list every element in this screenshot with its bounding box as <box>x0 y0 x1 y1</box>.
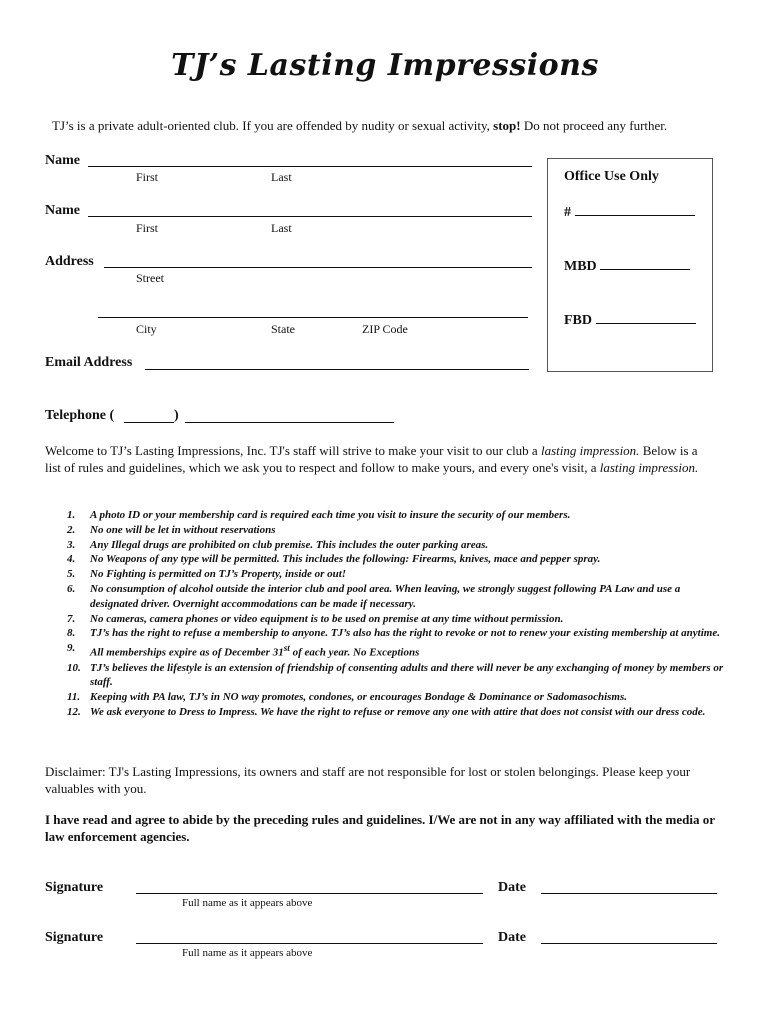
intro-text: TJ’s is a private adult-oriented club. If you are offended by nudity or sexual activity, <box>52 118 494 133</box>
date1-field[interactable] <box>541 893 717 894</box>
rule-text: TJ’s believes the lifestyle is an extension of friendship of consenting adults and there will never be any exchanging of money by members or staff. <box>90 661 724 689</box>
intro-stop: stop! <box>493 118 521 133</box>
rule-text: No Weapons of any type will be permitted. This includes the following: Firearms, knives, mace and pepper spray. <box>90 553 601 566</box>
rule-number: 3. <box>67 538 76 551</box>
intro-text-end: Do not proceed any further. <box>520 118 668 133</box>
office-number-row <box>564 204 695 221</box>
rule-text: TJ’s has the right to refuse a membership to anyone. TJ’s also has the right to revoke or not to renew your existing membership at anytime. <box>90 627 720 640</box>
signature2-label: Signature <box>45 930 104 945</box>
rule-number: 4. <box>67 553 76 566</box>
welcome-italic-1: lasting impression. <box>540 443 640 458</box>
date1-label: Date <box>498 880 526 895</box>
name2-field[interactable] <box>88 216 532 217</box>
address-street-field[interactable] <box>104 267 532 268</box>
rule-text: No Fighting is permitted on TJ’s Property, inside or out! <box>90 568 347 581</box>
rule-item <box>45 641 725 660</box>
rule-item <box>45 582 725 612</box>
name1-last-caption: Last <box>271 170 292 184</box>
address-label: Address <box>45 254 94 269</box>
rule-item <box>45 626 725 641</box>
rule-text: A photo ID or your membership card is required each time you visit to insure the security of our members. <box>90 509 571 521</box>
rule-number: 8. <box>67 627 76 640</box>
rule-item <box>45 508 725 523</box>
rule-item <box>45 538 725 553</box>
rule-item <box>45 567 725 582</box>
office-use-heading: Office Use Only <box>564 169 659 184</box>
welcome-italic-2: lasting impression. <box>599 459 699 475</box>
signature2-note: Full name as it appears above <box>182 947 313 959</box>
rule-number: 12. <box>67 706 81 719</box>
name1-label: Name <box>45 153 80 168</box>
rule-text-before: All memberships expire as of December 31 <box>90 646 284 659</box>
rule-number: 10. <box>67 661 81 674</box>
signature1-label: Signature <box>45 880 104 895</box>
rule-item <box>45 690 725 705</box>
rules-list <box>45 508 725 720</box>
welcome-text-1: Welcome to TJ’s Lasting Impressions, Inc. TJ's staff will strive to make your visit to our club a <box>45 443 541 458</box>
area-code-field[interactable] <box>124 422 174 423</box>
date2-label: Date <box>498 930 526 945</box>
name2-label: Name <box>45 203 80 218</box>
name2-first-caption: First <box>136 221 159 235</box>
rule-number: 6. <box>67 582 76 595</box>
signature1-field[interactable] <box>136 893 483 894</box>
zip-caption: ZIP Code <box>362 322 408 336</box>
rule-number: 5. <box>67 568 76 581</box>
office-fbd-row <box>564 312 696 329</box>
email-field[interactable] <box>145 369 529 370</box>
date2-field[interactable] <box>541 943 717 944</box>
rule-item <box>45 612 725 627</box>
rule-text: No one will be let in without reservations <box>90 523 276 536</box>
office-use-box <box>547 158 713 372</box>
office-mbd-row <box>564 258 690 275</box>
office-mbd-label: MBD <box>564 259 597 274</box>
rule-item <box>45 705 725 720</box>
rule-text-after: of each year. No Exceptions <box>289 646 420 659</box>
disclaimer-text: Disclaimer: TJ's Lasting Impressions, its owners and staff are not responsible for lost or stolen belongings. Please keep your valuables with you. <box>45 764 691 796</box>
name1-field[interactable] <box>88 166 532 167</box>
rule-sup: st <box>283 643 290 654</box>
telephone-paren-close: ) <box>174 408 179 423</box>
intro-notice <box>52 118 667 134</box>
agreement-text: I have read and agree to abide by the preceding rules and guidelines. I/We are not in any way affiliated with the media or law enforcement agencies. <box>45 812 715 844</box>
rule-item <box>45 661 725 691</box>
welcome-paragraph <box>45 443 715 476</box>
name2-last-caption: Last <box>271 221 292 235</box>
telephone-field[interactable] <box>185 422 394 423</box>
rule-text: We ask everyone to Dress to Impress. We have the right to refuse or remove any one with attire that does not consist with our dress code. <box>90 706 706 719</box>
office-fbd-field[interactable] <box>596 312 696 324</box>
email-label: Email Address <box>45 355 133 370</box>
rule-text: No cameras, camera phones or video equipment is to be used on premise at any time without permission. <box>90 612 564 625</box>
rule-number: 7. <box>67 612 76 625</box>
office-fbd-label: FBD <box>564 313 592 328</box>
rule-number: 9. <box>67 642 76 655</box>
city-caption: City <box>136 322 157 336</box>
rule-item <box>45 552 725 567</box>
signature2-field[interactable] <box>136 943 483 944</box>
rule-number: 11. <box>67 691 81 704</box>
rule-text: Keeping with PA law, TJ’s in NO way promotes, condones, or encourages Bondage & Dominance or Sadomasochisms. <box>90 691 628 704</box>
name1-first-caption: First <box>136 170 159 184</box>
office-mbd-field[interactable] <box>600 258 690 270</box>
rule-text: No consumption of alcohol outside the interior club and pool area. When leaving, we strongly suggest following PA Law and use a designated driver. Overnight accommodations can be made if necessary. <box>90 582 681 610</box>
signature1-note: Full name as it appears above <box>182 897 313 909</box>
office-number-field[interactable] <box>575 204 695 216</box>
rule-number: 1. <box>67 509 76 521</box>
welcome-text-2: Below is a list of rules and guidelines, which we ask you to respect and follow to make yours, and every one's visit, a <box>45 443 698 475</box>
page-title: TJ’s Lasting Impressions <box>171 48 599 83</box>
office-number-label: # <box>564 205 571 220</box>
street-caption: Street <box>136 271 164 285</box>
telephone-label: Telephone ( <box>45 408 115 423</box>
address-city-field[interactable] <box>98 317 528 318</box>
rule-number: 2. <box>67 523 76 536</box>
rule-text: Any Illegal drugs are prohibited on club premise. This includes the outer parking areas. <box>90 538 489 551</box>
rule-item <box>45 523 725 538</box>
state-caption: State <box>271 322 295 336</box>
